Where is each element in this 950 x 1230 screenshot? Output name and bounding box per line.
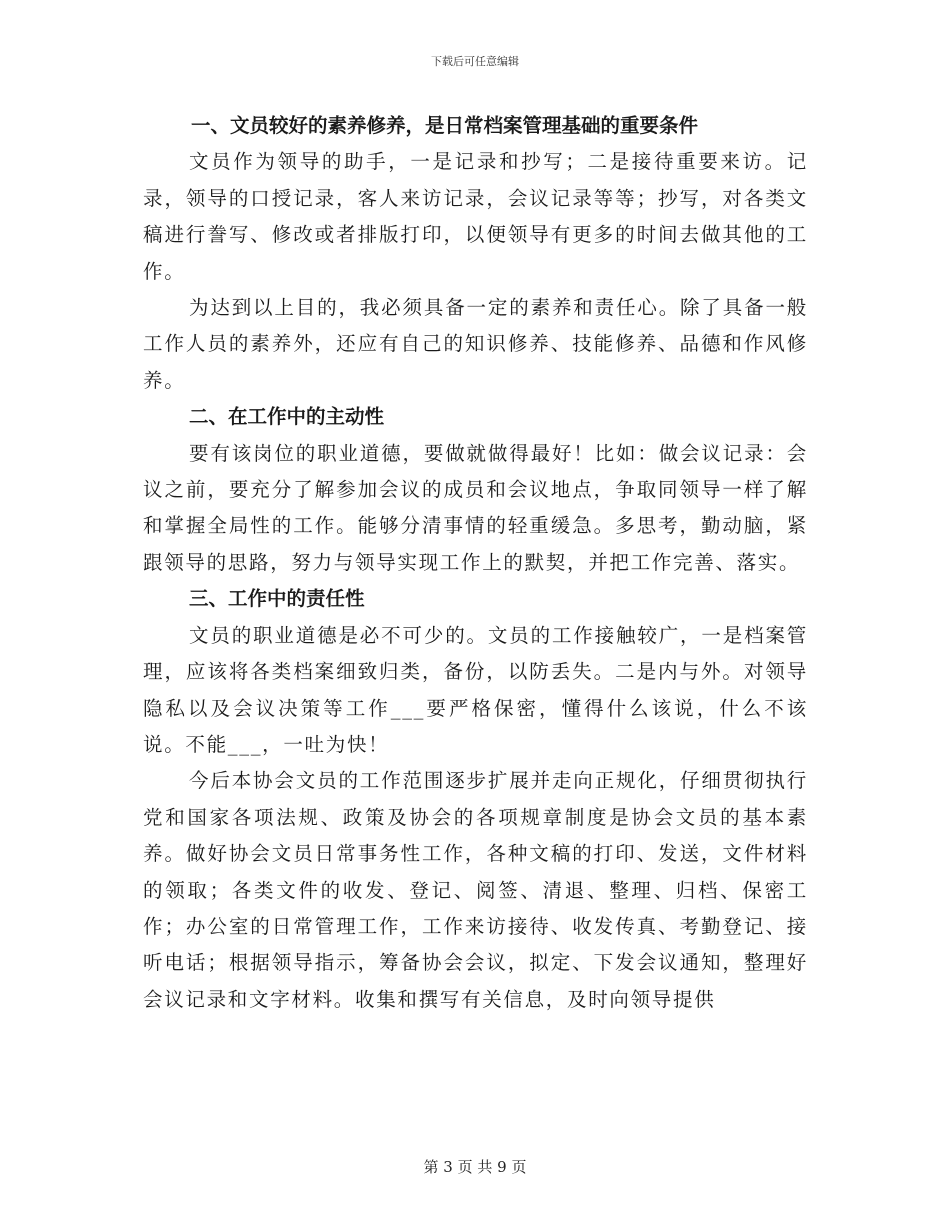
paragraph: 要有该岗位的职业道德，要做就做得最好！比如：做会议记录：会议之前，要充分了解参加会议的成员和会议地点，争取同领导一样了解和掌握全局性的工作。能够分清事情的轻重缓急。多思考，勤动脑，紧跟领导的思路，努力与领导实现工作上的默契，并把工作完善、落实。: [143, 441, 808, 574]
section-heading-3: 三、工作中的责任性: [189, 587, 365, 611]
page-header: 下载后可任意编辑: [431, 55, 519, 68]
paragraph: 今后本协会文员的工作范围逐步扩展并走向正规化，仔细贯彻执行党和国家各项法规、政策及协会的各项规章制度是协会文员的基本素养。做好协会文员日常事务性工作，各种文稿的打印、发送，文件材料的领取；各类文件的收发、登记、阅签、清退、整理、归档、保密工作；办公室的日常管理工作，工作来访接待、收发传真、考勤登记、接听电话；根据领导指示，筹备协会会议，拟定、下发会议通知，整理好会议记录和文字材料。收集和撰写有关信息，及时向领导提供: [143, 769, 808, 1011]
paragraph: 文员作为领导的助手，一是记录和抄写；二是接待重要来访。记录，领导的口授记录，客人来访记录，会议记录等等；抄写，对各类文稿进行誊写、修改或者排版打印，以便领导有更多的时间去做其他的工作。: [143, 150, 808, 283]
paragraph: 文员的职业道德是必不可少的。文员的工作接触较广，一是档案管理，应该将各类档案细致归类，备份，以防丢失。二是内与外。对领导隐私以及会议决策等工作___要严格保密，懂得什么该说，什么不该说。不能___，一吐为快！: [143, 623, 808, 756]
page-number-footer: 第 3 页 共 9 页: [423, 1158, 527, 1176]
document-body: [143, 108, 808, 1018]
section-heading-1: 一、文员较好的素养修养，是日常档案管理基础的重要条件: [191, 114, 699, 137]
paragraph: 为达到以上目的，我必须具备一定的素养和责任心。除了具备一般工作人员的素养外，还应有自己的知识修养、技能修养、品德和作风修养。: [143, 296, 808, 392]
section-heading-2: 二、在工作中的主动性: [189, 405, 385, 429]
